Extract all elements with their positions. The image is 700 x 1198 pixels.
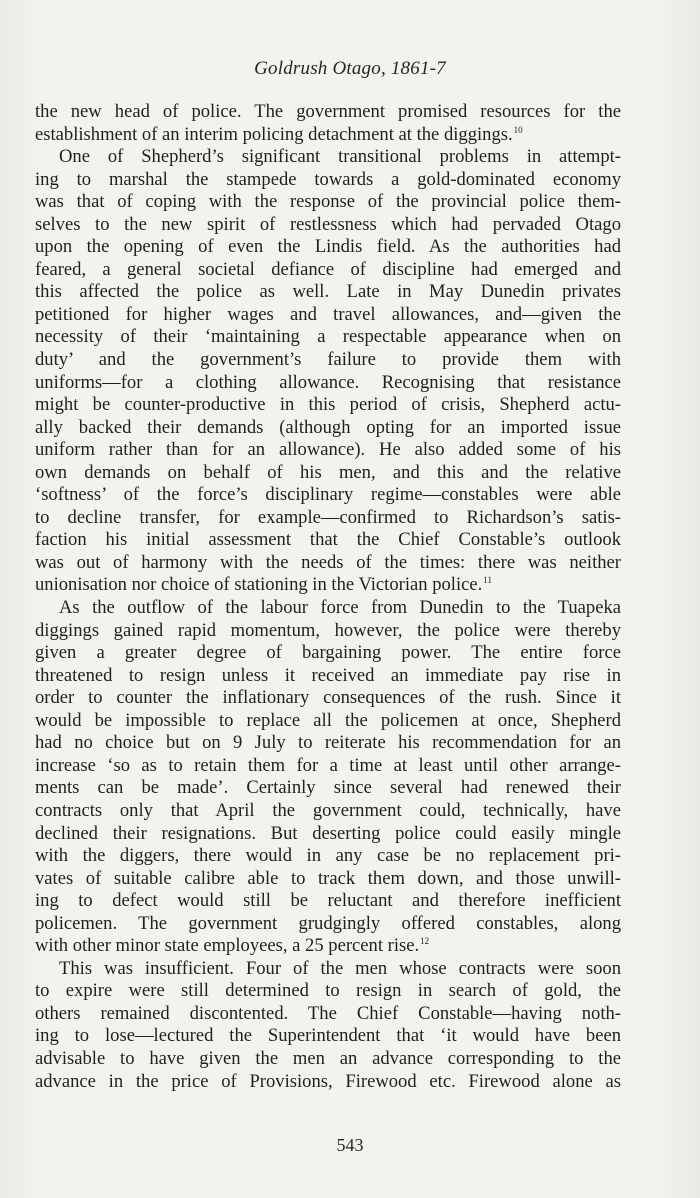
text-line bbox=[35, 665, 621, 688]
text-line bbox=[35, 349, 621, 372]
line-text: unionisation nor choice of stationing in the Victorian police. bbox=[35, 574, 483, 596]
line-text: selves to the new spirit of restlessness which had pervaded Otago bbox=[35, 213, 621, 235]
line-text: advance in the price of Provisions, Firewood etc. Firewood alone as bbox=[35, 1070, 621, 1092]
text-line bbox=[35, 439, 621, 462]
line-text: with other minor state employees, a 25 percent rise. bbox=[35, 935, 420, 957]
text-line bbox=[35, 710, 621, 733]
text-line bbox=[35, 823, 621, 846]
line-text: would be impossible to replace all the policemen at once, Shepherd bbox=[35, 709, 621, 731]
line-text: had no choice but on 9 July to reiterate his recommendation for an bbox=[35, 732, 621, 754]
text-line bbox=[35, 191, 621, 214]
text-line bbox=[35, 169, 621, 192]
line-text: vates of suitable calibre able to track them down, and those unwill- bbox=[35, 867, 621, 889]
line-text: this affected the police as well. Late in May Dunedin privates bbox=[35, 281, 621, 303]
text-line bbox=[35, 259, 621, 282]
line-text: ing to defect would still be reluctant and therefore inefficient bbox=[35, 890, 621, 912]
line-text: advisable to have given the men an advance corresponding to the bbox=[35, 1047, 621, 1069]
text-line bbox=[35, 845, 621, 868]
line-text: ments can be made’. Certainly since several had renewed their bbox=[35, 777, 621, 799]
line-text: order to counter the inflationary consequences of the rush. Since it bbox=[35, 687, 621, 709]
text-line bbox=[35, 281, 621, 304]
text-line bbox=[35, 687, 621, 710]
line-text: own demands on behalf of his men, and this and the relative bbox=[35, 461, 621, 483]
text-line bbox=[35, 800, 621, 823]
text-line bbox=[35, 529, 621, 552]
line-text: petitioned for higher wages and travel allowances, and—given the bbox=[35, 303, 621, 325]
text-line bbox=[35, 1071, 621, 1094]
text-line bbox=[35, 236, 621, 259]
line-text: ing to marshal the stampede towards a gold-dominated economy bbox=[35, 168, 621, 190]
text-line bbox=[35, 732, 621, 755]
line-text: with the diggers, there would in any case be no replacement pri- bbox=[35, 845, 621, 867]
line-text: necessity of their ‘maintaining a respectable appearance when on bbox=[35, 326, 621, 348]
line-text: establishment of an interim policing detachment at the diggings. bbox=[35, 123, 513, 145]
line-text: This was insufficient. Four of the men whose contracts were soon bbox=[59, 957, 621, 979]
line-text: duty’ and the government’s failure to provide them with bbox=[35, 349, 621, 371]
text-line bbox=[35, 417, 621, 440]
line-text: was that of coping with the response of the provincial police them- bbox=[35, 191, 621, 213]
line-text: ally backed their demands (although opting for an imported issue bbox=[35, 416, 621, 438]
text-line bbox=[35, 146, 621, 169]
text-line bbox=[35, 868, 621, 891]
text-line bbox=[35, 372, 621, 395]
text-line bbox=[35, 326, 621, 349]
text-line bbox=[35, 642, 621, 665]
footnote-marker: 10 bbox=[513, 124, 523, 135]
page-number: 543 bbox=[336, 1135, 364, 1155]
line-text: might be counter-productive in this period of crisis, Shepherd actu- bbox=[35, 394, 621, 416]
text-line bbox=[35, 620, 621, 643]
line-text: uniform rather than for an allowance). He also added some of his bbox=[35, 439, 621, 461]
line-text: given a greater degree of bargaining power. The entire force bbox=[35, 642, 621, 664]
text-line bbox=[35, 484, 621, 507]
line-text: As the outflow of the labour force from Dunedin to the Tuapeka bbox=[59, 597, 621, 619]
text-line bbox=[35, 1048, 621, 1071]
line-text: others remained discontented. The Chief Constable—having noth- bbox=[35, 1002, 621, 1024]
line-text: ‘softness’ of the force’s disciplinary regime—constables were able bbox=[35, 484, 621, 506]
text-line bbox=[35, 394, 621, 417]
line-text: uniforms—for a clothing allowance. Recognising that resistance bbox=[35, 371, 621, 393]
text-line bbox=[35, 101, 621, 124]
footnote-marker: 12 bbox=[420, 936, 430, 947]
text-line bbox=[35, 462, 621, 485]
line-text: faction his initial assessment that the Chief Constable’s outlook bbox=[35, 529, 621, 551]
text-line bbox=[35, 755, 621, 778]
text-line bbox=[35, 214, 621, 237]
line-text: declined their resignations. But deserting police could easily mingle bbox=[35, 822, 621, 844]
line-text: to expire were still determined to resign in search of gold, the bbox=[35, 980, 621, 1002]
text-line bbox=[35, 913, 621, 936]
text-line bbox=[35, 935, 621, 958]
text-line bbox=[35, 507, 621, 530]
text-line bbox=[35, 890, 621, 913]
line-text: the new head of police. The government promised resources for the bbox=[35, 101, 621, 122]
footnote-marker: 11 bbox=[483, 575, 492, 586]
text-line bbox=[35, 980, 621, 1003]
line-text: threatened to resign unless it received an immediate pay rise in bbox=[35, 664, 621, 686]
text-line bbox=[35, 1003, 621, 1026]
running-head: Goldrush Otago, 1861-7 bbox=[254, 58, 446, 79]
line-text: diggings gained rapid momentum, however, the police were thereby bbox=[35, 619, 621, 641]
text-line bbox=[35, 574, 621, 597]
text-line bbox=[35, 304, 621, 327]
line-text: contracts only that April the government could, technically, have bbox=[35, 799, 621, 821]
text-line bbox=[35, 958, 621, 981]
line-text: One of Shepherd’s significant transitional problems in attempt- bbox=[59, 146, 621, 168]
text-line bbox=[35, 1025, 621, 1048]
text-line bbox=[35, 777, 621, 800]
line-text: feared, a general societal defiance of discipline had emerged and bbox=[35, 258, 621, 280]
line-text: policemen. The government grudgingly offered constables, along bbox=[35, 912, 621, 934]
text-line bbox=[35, 552, 621, 575]
line-text: was out of harmony with the needs of the times: there was neither bbox=[35, 551, 621, 573]
text-line bbox=[35, 124, 621, 147]
line-text: increase ‘so as to retain them for a time at least until other arrange- bbox=[35, 754, 621, 776]
line-text: ing to lose—lectured the Superintendent that ‘it would have been bbox=[35, 1025, 621, 1047]
text-line bbox=[35, 597, 621, 620]
line-text: to decline transfer, for example—confirmed to Richardson’s satis- bbox=[35, 506, 621, 528]
body-text bbox=[35, 101, 621, 1093]
line-text: upon the opening of even the Lindis field. As the authorities had bbox=[35, 236, 621, 258]
